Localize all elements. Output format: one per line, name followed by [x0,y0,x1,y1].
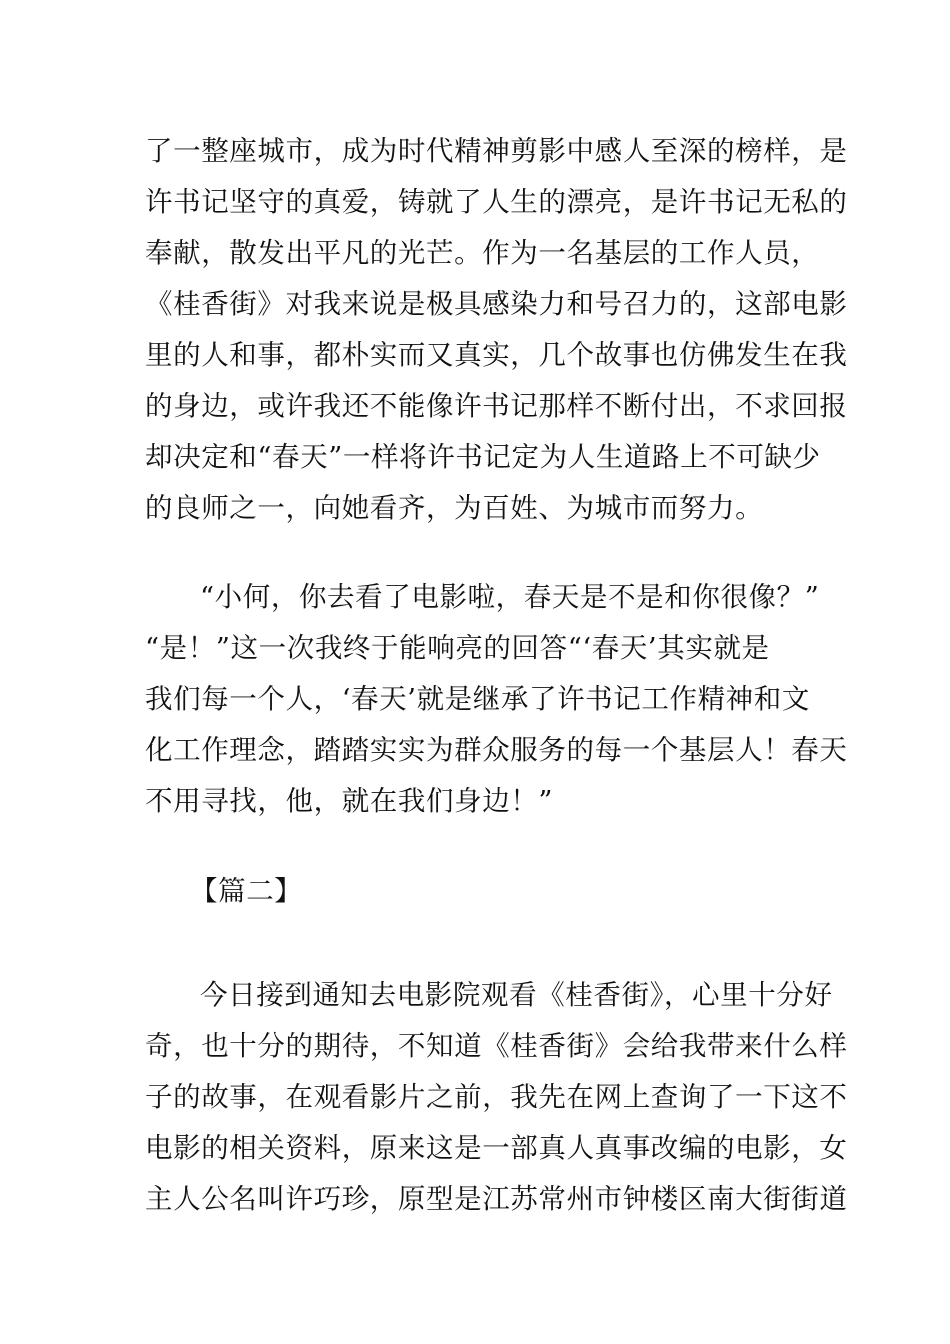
paragraph-line: 的身边，或许我还不能像许书记那样不断付出，不求回报 [145,390,848,422]
paragraph-line: 电影的相关资料，原来这是一部真人真事改编的电影，女 [145,1132,848,1164]
paragraph-line: 子的故事，在观看影片之前，我先在网上查询了一下这不 [145,1081,848,1113]
paragraph-line: “是！”这一次我终于能响亮的回答“‘春天’其实就是 [145,632,770,664]
paragraph-line: 的良师之一，向她看齐，为百姓、为城市而努力。 [145,492,764,524]
paragraph-line: 奇，也十分的期待，不知道《桂香街》会给我带来什么样 [145,1030,848,1062]
paragraph-line: 里的人和事，都朴实而又真实，几个故事也仿佛发生在我 [145,339,848,371]
paragraph-line: 化工作理念，踏踏实实为群众服务的每一个基层人！春天 [145,734,848,766]
paragraph-line: 奉献，散发出平凡的光芒。作为一名基层的工作人员， [145,237,820,269]
paragraph-line: 《桂香街》对我来说是极具感染力和号召力的，这部电影 [145,288,848,320]
paragraph-line: 今日接到通知去电影院观看《桂香街》，心里十分好 [200,979,833,1011]
section-heading-text: 【篇二】 [190,875,303,907]
section-heading [145,866,810,917]
paragraph-line: 许书记坚守的真爱，铸就了人生的漂亮，是许书记无私的 [145,186,848,218]
paragraph-line: 不用寻找，他，就在我们身边！” [145,785,554,817]
paragraph-line: 主人公名叫许巧珍，原型是江苏常州市钟楼区南大街街道 [145,1183,848,1215]
paragraph-1 [145,126,848,534]
paragraph-line: 了一整座城市，成为时代精神剪影中感人至深的榜样，是 [145,135,848,167]
paragraph-2 [145,572,848,827]
paragraph-line: 却决定和“春天”一样将许书记定为人生道路上不可缺少 [145,441,821,473]
paragraph-line: “小何，你去看了电影啦，春天是不是和你很像？” [200,581,820,613]
paragraph-line: 我们每一个人，‘春天’就是继承了许书记工作精神和文 [145,683,810,715]
paragraph-3 [145,970,848,1225]
